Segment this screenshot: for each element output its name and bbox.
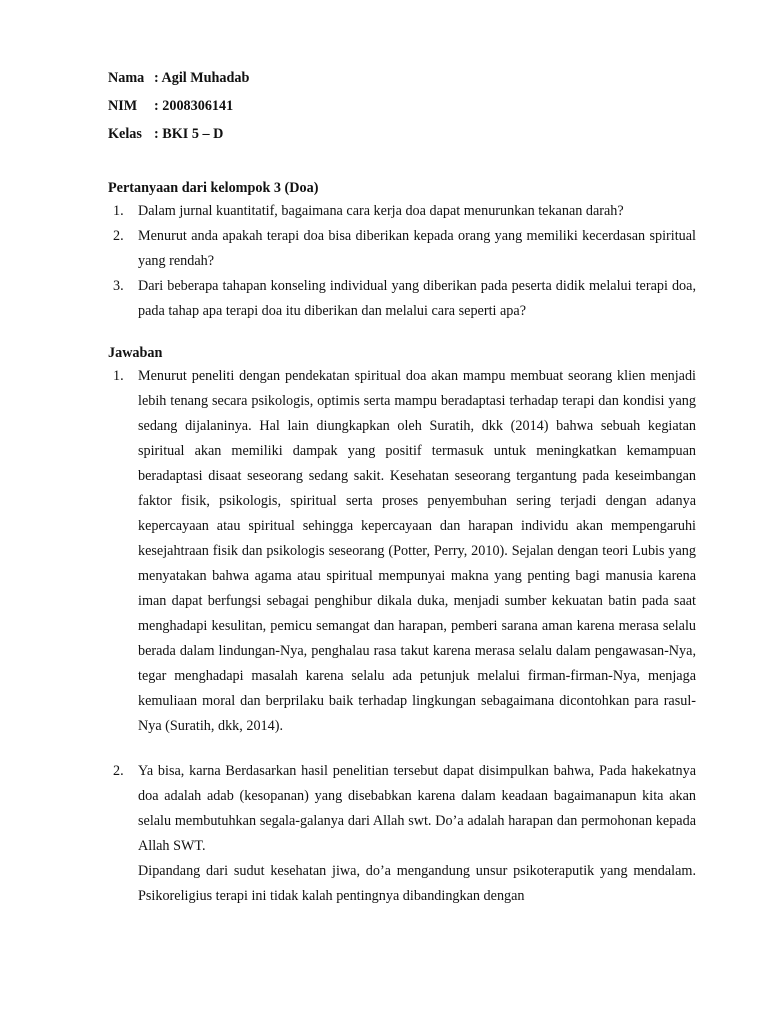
- nama-value: : Agil Muhadab: [154, 70, 250, 86]
- questions-title: Pertanyaan dari kelompok 3 (Doa): [108, 180, 319, 196]
- nama-row: [108, 67, 696, 95]
- nim-label: NIM: [108, 98, 138, 114]
- question-text: Dari beberapa tahapan konseling individual yang diberikan pada peserta didik melalui terapi doa, pada tahap apa terapi doa itu diberikan dan melalui cara seperti apa?: [138, 278, 696, 319]
- kelas-value: : BKI 5 – D: [154, 126, 224, 142]
- kelas-label: Kelas: [108, 126, 142, 142]
- kelas-row: [108, 123, 696, 151]
- answers-title: Jawaban: [108, 345, 163, 361]
- answers-list: [108, 364, 696, 739]
- question-item: [108, 274, 696, 324]
- question-text: Dalam jurnal kuantitatif, bagaimana cara kerja doa dapat menurunkan tekanan darah?: [138, 203, 624, 219]
- answer-item: [108, 364, 696, 739]
- nama-label: Nama: [108, 70, 145, 86]
- student-identity: [108, 67, 696, 151]
- nim-value: : 2008306141: [154, 98, 234, 114]
- answer-number: 1.: [113, 368, 124, 384]
- answer-number: 2.: [113, 763, 124, 779]
- questions-list: [108, 199, 696, 324]
- answer-text: Menurut peneliti dengan pendekatan spiritual doa akan mampu membuat seorang klien menjadi lebih tenang secara psikologis, optimis serta mampu beradaptasi terhadap terapi dan kondisi yang sedang dijalaninya. Hal lain diungkapkan oleh Suratih, dkk (2014) bahwa sebuah kegiatan spiritual akan memiliki dampak yang positif termasuk untuk meningkatkan kemampuan beradaptasi disaat seseorang sedang sakit. Kesehatan seseorang tergantung pada keseimbangan faktor fisik, psikologis, spiritual serta proses penyembuhan sering terjadi dengan adanya kepercayaan atau spiritual sehingga kepercayaan dan harapan individu akan mempengaruhi kesejahtraan fisik dan psikologis seseorang (Potter, Perry, 2010). Sejalan dengan teori Lubis yang menyatakan bahwa agama atau spiritual mempunyai makna yang penting bagi manusia karena iman dapat berfungsi sebagai penghibur dikala duka, menjadi sumber kekuatan batin pada saat menghadapi kesulitan, pemicu semangat dan harapan, pemberi sarana aman karena merasa selalu berada dalam lindungan-Nya, penghalau rasa takut karena merasa selalu dalam pengawasan-Nya, tegar menghadapi masalah karena selalu ada petunjuk melalui firman-firman-Nya, menjaga kemuliaan moral dan berprilaku baik terhadap lingkungan sebagaimana dicontohkan para rasul-Nya (Suratih, dkk, 2014).: [138, 368, 696, 734]
- question-number: 1.: [113, 203, 124, 219]
- question-number: 2.: [113, 228, 124, 244]
- question-text: Menurut anda apakah terapi doa bisa diberikan kepada orang yang memiliki kecerdasan spiritual yang rendah?: [138, 228, 696, 269]
- answer-text: Ya bisa, karna Berdasarkan hasil penelitian tersebut dapat disimpulkan bahwa, Pada hakekatnya doa adalah adab (kesopanan) yang disebabkan karena dalam keadaan bagaimanapun kita akan selalu membutuhkan segala-galanya dari Allah swt. Do’a adalah harapan dan permohonan kepada Allah SWT.: [138, 763, 696, 854]
- nim-row: [108, 95, 696, 123]
- answers-list-continued: [108, 759, 696, 859]
- question-item: [108, 199, 696, 224]
- answer-continuation-paragraph: Dipandang dari sudut kesehatan jiwa, do’a mengandung unsur psikoteraputik yang mendalam. Psikoreligius terapi ini tidak kalah pentingnya dibandingkan dengan: [138, 863, 696, 904]
- answer-item: [108, 759, 696, 859]
- question-item: [108, 224, 696, 274]
- question-number: 3.: [113, 278, 124, 294]
